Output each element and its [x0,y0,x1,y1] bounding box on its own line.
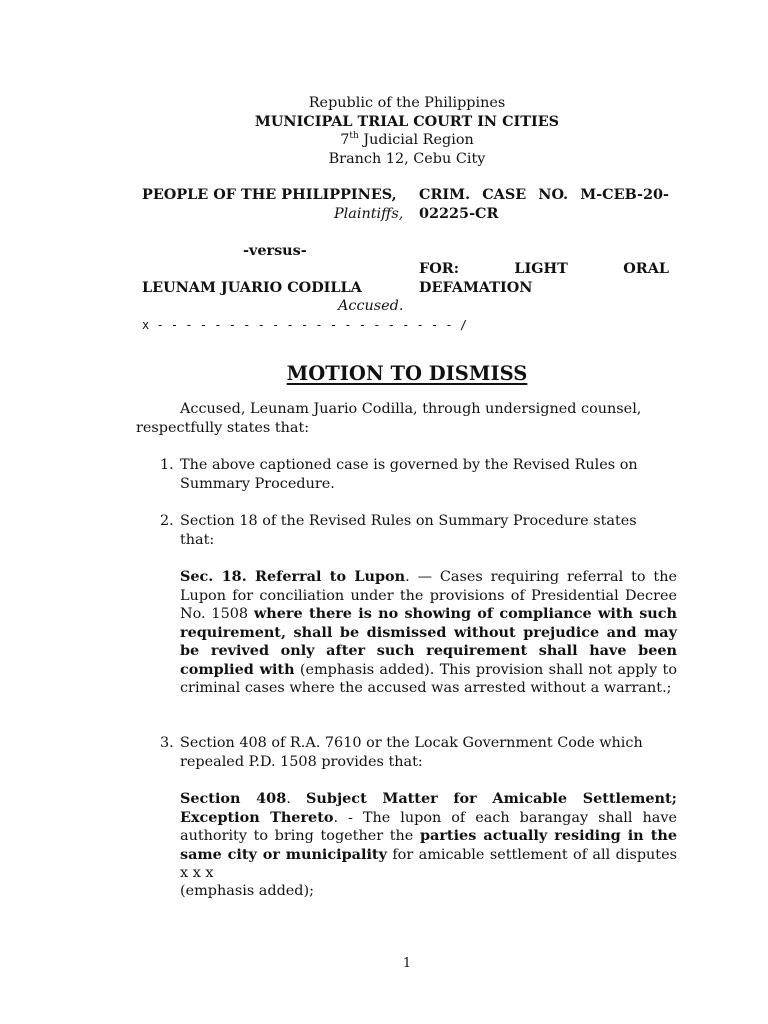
list-item: Section 408 of R.A. 7610 or the Locak Government Code which repealed P.D. 1508 provides that: [180,735,643,770]
versus-label: -versus- [243,242,307,259]
intro-line2: respectfully states that: [136,420,310,436]
case-nature: FOR: LIGHT ORAL DEFAMATION [419,260,669,296]
emphasis-note: (emphasis added); [180,883,314,899]
quoted-provision-sec408: Section 408. Subject Matter for Amicable Settlement; Exception Thereto. - The lupon of each barangay shall have authority to bring together the parties actually residing in the same city or municipality for amicable settlement of all disputes x x x [180,790,678,881]
item-number: 2. [160,513,174,529]
case-number: CRIM. CASE NO. M-CEB-20- 02225-CR [419,186,669,222]
header-branch: Branch 12, Cebu City [328,150,486,167]
plaintiff-role: Plaintiffs, [334,206,404,222]
item-number: 1. [160,457,174,473]
list-item: Section 18 of the Revised Rules on Summary Procedure states that: [180,513,637,548]
header-region: 7th Judicial Region [340,131,474,148]
plaintiff-name: PEOPLE OF THE PHILIPPINES, [142,186,397,203]
page-number: 1 [402,956,412,971]
court-header [0,94,768,168]
accused-role: Accused. [338,298,404,314]
document-title: MOTION TO DISMISS [286,362,528,385]
item-number: 3. [160,735,174,751]
quoted-provision-sec18: Sec. 18. Referral to Lupon. — Cases requiring referral to the Lupon for conciliation under the provisions of Presidential Decree No. 1508 where there is no showing of compliance with such requirement, shall be dismissed without prejudice and may be revived only after such requirement shall have been complied with (emphasis added). This provision shall not apply to criminal cases where the accused was arrested without a warrant.; [180,568,678,696]
intro-line1: Accused, Leunam Juario Codilla, through undersigned counsel, [180,401,642,417]
header-court: MUNICIPAL TRIAL COURT IN CITIES [254,112,560,130]
header-republic: Republic of the Philippines [308,95,506,111]
list-item: The above captioned case is governed by the Revised Rules on Summary Procedure. [180,457,638,492]
caption-separator: x - - - - - - - - - - - - - - - - - - - - - / [142,318,468,332]
accused-name: LEUNAM JUARIO CODILLA [142,279,362,296]
